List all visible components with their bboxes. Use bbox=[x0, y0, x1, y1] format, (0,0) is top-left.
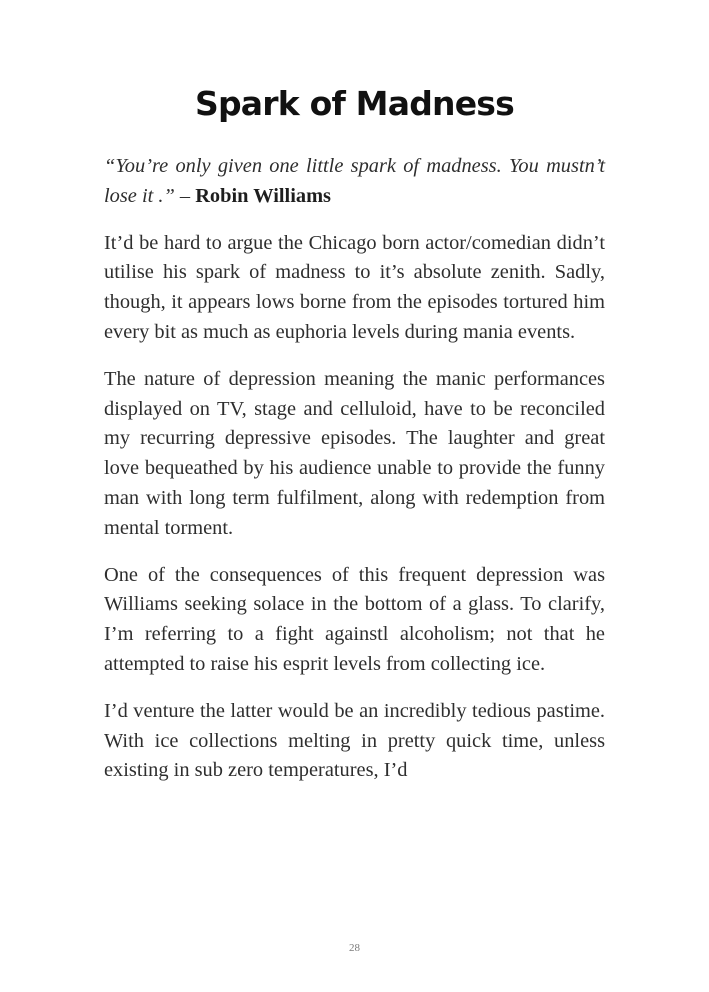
paragraph: One of the consequences of this frequent depression was Williams seeking solace in the bottom of a glass. To clarify, I’m referring to a fight againstl alcoholism; not that he attempted to raise his esprit levels from collecting ice. bbox=[104, 563, 605, 675]
paragraph: It’d be hard to argue the Chicago born actor/comedian didn’t utilise his spark of madness to it’s absolute zenith. Sadly, though, it appears lows borne from the episodes tortured him every bit as much as euphoria levels during mania events. bbox=[104, 231, 605, 343]
epigraph-author: Robin Williams bbox=[195, 184, 331, 207]
page-number: 28 bbox=[349, 942, 360, 954]
epigraph bbox=[104, 152, 605, 212]
chapter-title: Spark of Madness bbox=[195, 84, 514, 123]
paragraph: The nature of depression meaning the manic performances displayed on TV, stage and celluloid, have to be reconciled my recurring depressive episodes. The laughter and great love bequeathed by his audience unable to provide the funny man with long term fulfilment, along with redemption from mental torment. bbox=[104, 367, 605, 539]
epigraph-quote: “You’re only given one little spark of madness. You mustn’t lose it .” bbox=[104, 155, 605, 207]
epigraph-dash: – bbox=[174, 184, 196, 207]
chapter-body bbox=[104, 152, 605, 803]
paragraph: I’d venture the latter would be an incredibly tedious pastime. With ice collections melting in pretty quick time, unless existing in sub zero temperatures, I’d bbox=[104, 699, 605, 782]
